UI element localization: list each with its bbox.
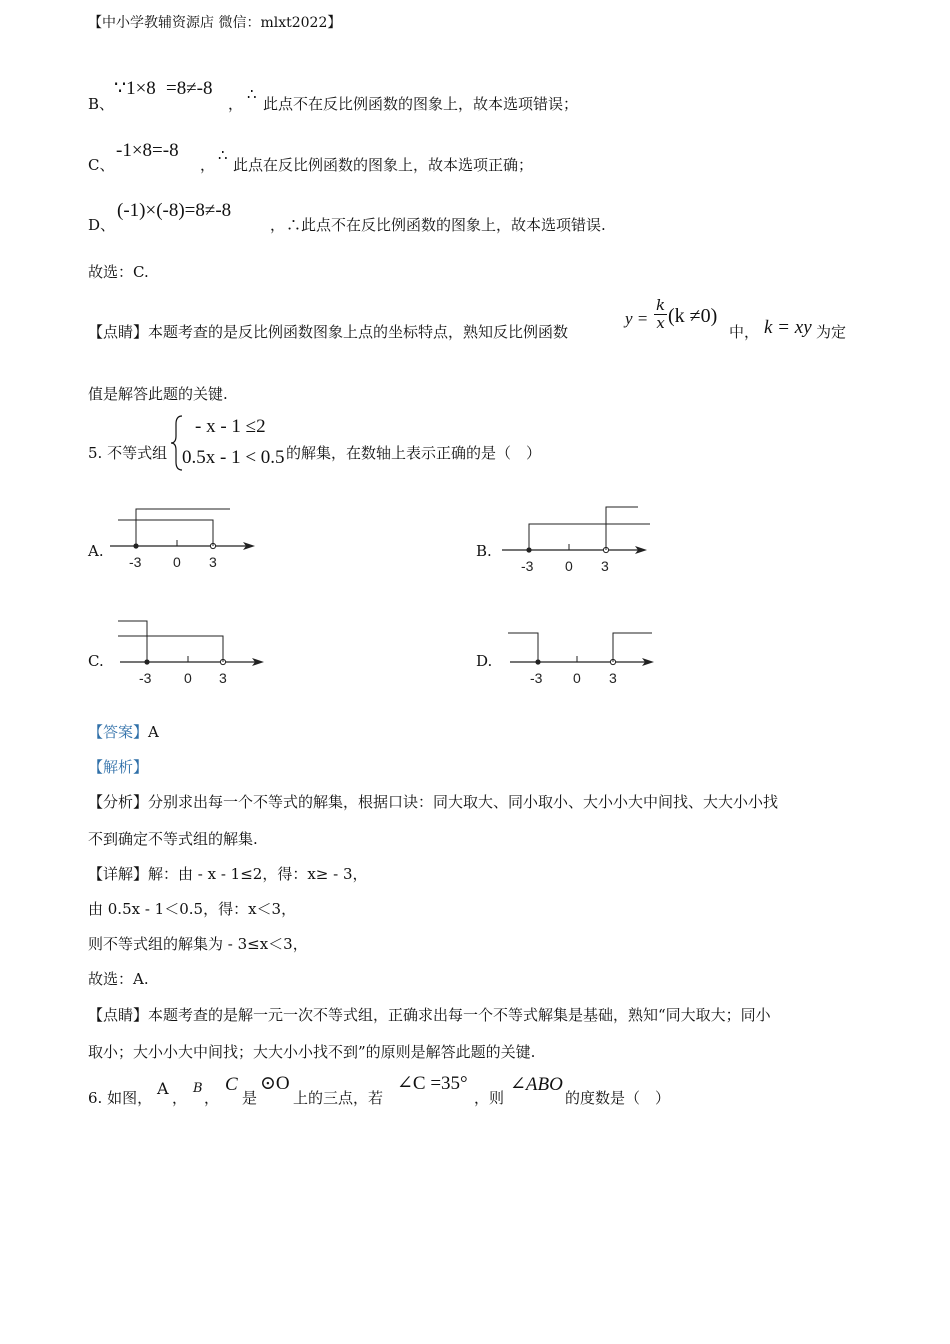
remark-1-tail: 为定 [816, 323, 847, 341]
ray-lt-3 [118, 636, 223, 662]
ray-ge-neg3 [136, 509, 230, 546]
ray-lt-3 [118, 520, 213, 546]
k-over-x-fraction [654, 298, 667, 331]
fenxi-line-2: 不到确定不等式组的解集. [88, 830, 258, 848]
tick-label: 0 [173, 554, 181, 570]
angle-abo: ∠ABO [510, 1074, 563, 1095]
tick-label: -3 [521, 558, 534, 574]
question-5-prefix: 5. 不等式组 [88, 444, 168, 462]
tick-label: -3 [129, 554, 142, 570]
remark-1-lead: 【点睛】本题考查的是反比例函数图象上点的坐标特点，熟知反比例函数 [88, 323, 569, 341]
inequality-2: 0.5x - 1 < 0.5 [182, 447, 285, 468]
tick-label: 3 [219, 670, 227, 686]
option-b-formula-lhs: ∵1×8 [114, 78, 156, 99]
fenxi-line-1: 【分析】分别求出每一个不等式的解集，根据口诀：同大取大、同小取小、大小小大中间找、大大小小找 [88, 793, 779, 811]
point-b: B [193, 1081, 203, 1096]
option-d-choice-label[interactable]: D. [476, 652, 493, 670]
option-c-therefore: ∴ [218, 146, 228, 164]
option-d-sep: ， [270, 216, 286, 234]
number-line-d[interactable] [500, 610, 670, 700]
analysis-tag: 【解析】 [88, 758, 149, 776]
remark-1-condition: (k ≠0) [668, 305, 718, 327]
option-c-text: 此点在反比例函数的图象上，故本选项正确； [233, 156, 534, 174]
answer-tag: 【答案】 [88, 723, 149, 741]
remark-2-line-1: 【点睛】本题考查的是解一元一次不等式组，正确求出每一个不等式解集是基础，熟知“同大取大；同小 [88, 1006, 771, 1024]
number-line-b[interactable] [492, 495, 662, 585]
tick-label: 3 [601, 558, 609, 574]
option-d-text: ∴此点不在反比例函数的图象上，故本选项错误. [286, 216, 606, 234]
tick-label: 0 [184, 670, 192, 686]
remark-1-y-eq: y = [625, 309, 649, 328]
detail-line-1: 【详解】解：由 - x - 1≤2，得：x≥ - 3， [88, 865, 368, 883]
question-5-suffix: 的解集，在数轴上表示正确的是（ ） [286, 444, 542, 462]
fraction-denominator: x [656, 314, 665, 332]
ray-ge-neg3 [529, 524, 650, 550]
word-is: 是 [242, 1089, 258, 1107]
point-c: C [225, 1074, 238, 1095]
page-header: 【中小学教辅资源店 微信：mlxt2022】 [88, 15, 342, 31]
word-then: ，则 [474, 1089, 505, 1107]
tick-label: 0 [565, 558, 573, 574]
number-line-c[interactable] [108, 610, 278, 700]
angle-c: ∠C =35° [397, 1073, 468, 1094]
ray-gt-3 [613, 633, 652, 662]
point-a: A [157, 1079, 169, 1098]
tick-label: 3 [209, 554, 217, 570]
remark-1-line-2: 值是解答此题的关键. [88, 385, 228, 403]
detail-line-3: 则不等式组的解集为 - 3≤x＜3， [88, 935, 308, 953]
option-c-choice-label[interactable]: C. [88, 652, 104, 670]
answer-line [88, 723, 159, 741]
detail-line-2: 由 0.5x - 1＜0.5，得：x＜3， [88, 900, 297, 918]
circle-o: ⊙O [260, 1073, 290, 1094]
tick-label: 3 [609, 670, 617, 686]
comma-1: ， [172, 1089, 188, 1107]
choose-line-1: 故选：C. [88, 263, 149, 281]
ray-le-neg3 [118, 621, 147, 662]
option-b-choice-label[interactable]: B. [476, 542, 492, 560]
remark-1-fraction [652, 298, 669, 331]
remark-2-line-2: 取小；大小小大中间找；大大小小找不到”的原则是解答此题的关键. [88, 1043, 536, 1061]
inequality-1: - x - 1 ≤2 [195, 416, 266, 437]
option-c-formula: -1×8=-8 [116, 140, 179, 161]
comma-2: ， [204, 1089, 220, 1107]
option-d-label: D、 [88, 216, 116, 234]
on-three-points: 上的三点，若 [293, 1089, 384, 1107]
question-6-prefix: 6. 如图， [88, 1089, 153, 1107]
remark-1-mid: 中， [729, 323, 760, 341]
option-b-text: 此点不在反比例函数的图象上，故本选项错误； [263, 95, 579, 113]
remark-1-k-eq: k = xy [764, 317, 812, 338]
option-a-label[interactable]: A. [88, 542, 104, 560]
option-c-sep: ， [200, 156, 216, 174]
answer-value: A [148, 723, 159, 741]
option-b-sep: ， [228, 95, 244, 113]
ray-gt-3 [606, 507, 638, 550]
tick-label: -3 [139, 670, 152, 686]
tick-label: 0 [573, 670, 581, 686]
option-b-formula-rhs: =8≠-8 [166, 78, 213, 99]
option-c-label: C、 [88, 156, 115, 174]
number-line-a[interactable] [100, 495, 270, 585]
question-6-suffix: 的度数是（ ） [565, 1089, 671, 1107]
fraction-numerator: k [656, 296, 666, 314]
option-d-formula: (-1)×(-8)=8≠-8 [117, 200, 232, 221]
tick-label: -3 [530, 670, 543, 686]
option-b-label: B、 [88, 95, 115, 113]
option-b-therefore: ∴ [247, 85, 257, 103]
ray-le-neg3 [508, 633, 538, 662]
detail-line-4: 故选：A. [88, 970, 149, 988]
